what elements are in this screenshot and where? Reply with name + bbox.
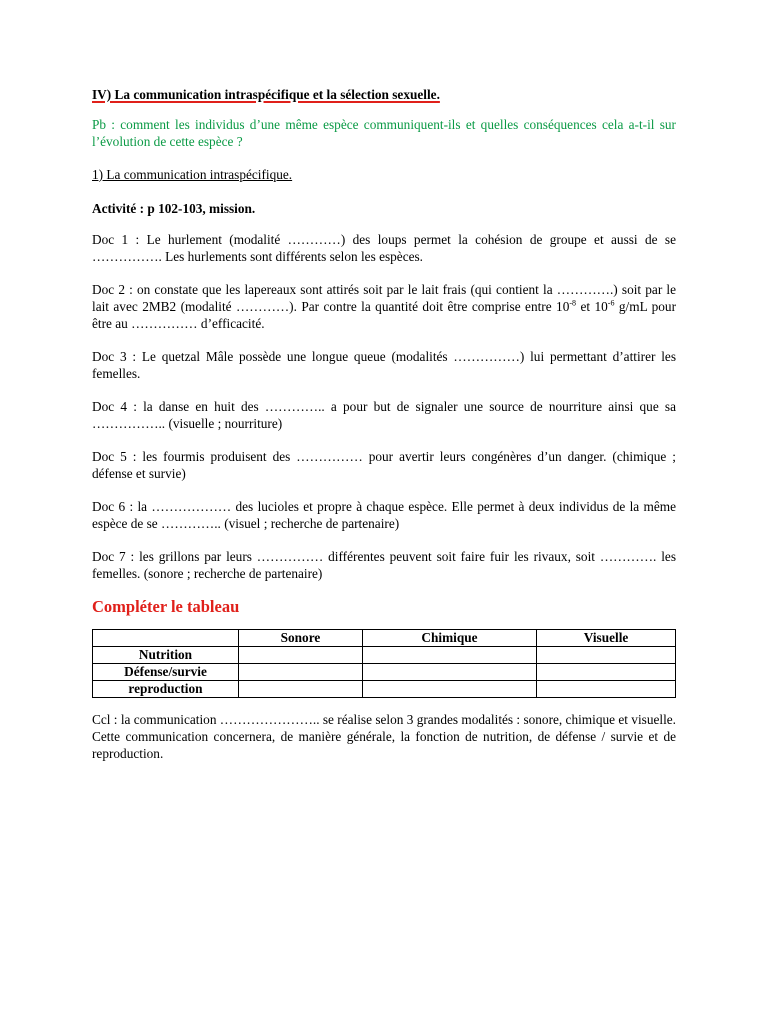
- table-cell[interactable]: [239, 664, 363, 681]
- table-corner-cell: [93, 630, 239, 647]
- table-cell[interactable]: [239, 681, 363, 698]
- table-row: [93, 647, 676, 664]
- row-header-reproduction: reproduction: [93, 681, 239, 698]
- completion-table: [92, 629, 676, 698]
- doc-2-exponent-1: -8: [569, 298, 577, 308]
- row-header-nutrition: Nutrition: [93, 647, 239, 664]
- conclusion: Ccl : la communication ………………….. se réalise selon 3 grandes modalités : sonore, chimique et visuelle. Cette communication concernera, de manière générale, la fonction de nutrition, de défense / survie et de reproduction.: [92, 712, 676, 761]
- table-row: [93, 664, 676, 681]
- activity-reference: Activité : p 102-103, mission.: [92, 201, 256, 216]
- doc-1: Doc 1 : Le hurlement (modalité …………) des loups permet la cohésion de groupe et aussi de se ……………. Les hurlements sont différents selon les espèces.: [92, 232, 676, 264]
- row-header-defense-survie: Défense/survie: [93, 664, 239, 681]
- doc-3: Doc 3 : Le quetzal Mâle possède une longue queue (modalités ……………) lui permettant d’attirer les femelles.: [92, 349, 676, 381]
- subsection-title: 1) La communication intraspécifique.: [92, 167, 293, 182]
- doc-2: [92, 281, 676, 332]
- doc-2-text-b: et 10: [576, 299, 608, 314]
- doc-7: Doc 7 : les grillons par leurs …………… différentes peuvent soit faire fuir les rivaux, soit …………. les femelles. (sonore ; recherche de partenaire): [92, 549, 676, 581]
- doc-4: Doc 4 : la danse en huit des ………….. a pour but de signaler une source de nourriture ainsi que sa …………….. (visuelle ; nourriture): [92, 399, 676, 431]
- table-cell[interactable]: [537, 664, 676, 681]
- table-cell[interactable]: [239, 647, 363, 664]
- table-row: [93, 681, 676, 698]
- doc-6: Doc 6 : la ……………… des lucioles et propre à chaque espèce. Elle permet à deux individus de la même espèce de se ………….. (visuel ; recherche de partenaire): [92, 499, 676, 531]
- section-title: IV) La communication intraspécifique et la sélection sexuelle.: [92, 87, 440, 102]
- table-cell[interactable]: [362, 647, 536, 664]
- problem-statement: Pb : comment les individus d’une même espèce communiquent-ils et quelles conséquences cela a-t-il sur l’évolution de cette espèce ?: [92, 117, 676, 149]
- table-header-row: [93, 630, 676, 647]
- doc-2-text-c: g/mL pour être au …………… d’efficacité.: [92, 299, 676, 331]
- table-cell[interactable]: [362, 681, 536, 698]
- doc-5: Doc 5 : les fourmis produisent des …………… pour avertir leurs congénères d’un danger. (chimique ; défense et survie): [92, 449, 676, 481]
- table-heading: Compléter le tableau: [92, 597, 240, 616]
- document-page: [92, 86, 676, 762]
- column-header-sonore: Sonore: [239, 630, 363, 647]
- doc-2-text-a: Doc 2 : on constate que les lapereaux sont attirés soit par le lait frais (qui contient la ………….) soit par le lait avec 2MB2 (modalité …………). Par contre la quantité doit être comprise entre 10: [92, 282, 676, 314]
- table-cell[interactable]: [537, 681, 676, 698]
- table-cell[interactable]: [362, 664, 536, 681]
- doc-2-exponent-2: -6: [607, 298, 615, 308]
- column-header-visuelle: Visuelle: [537, 630, 676, 647]
- table-cell[interactable]: [537, 647, 676, 664]
- column-header-chimique: Chimique: [362, 630, 536, 647]
